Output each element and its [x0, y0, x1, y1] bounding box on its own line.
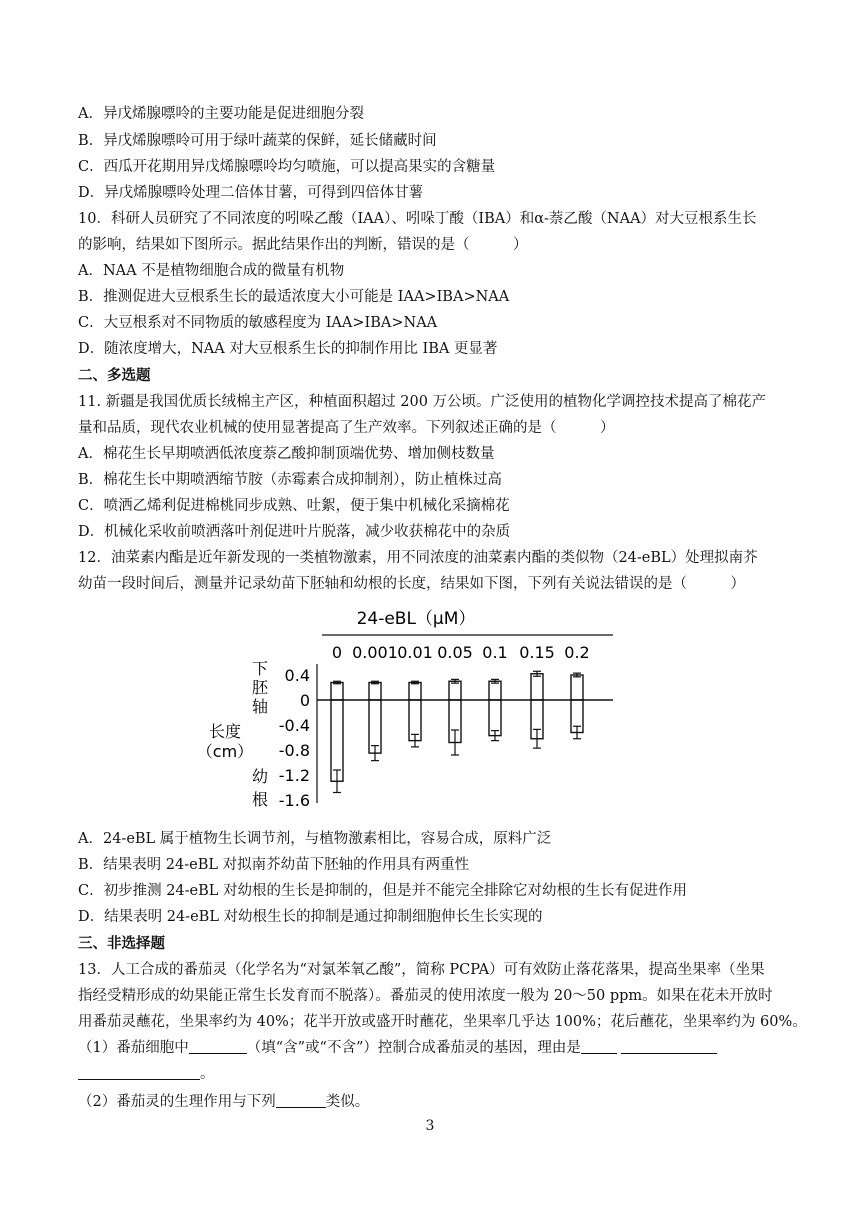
q11-option-c: C．喷洒乙烯利促进棉桃同步成熟、吐絮，便于集中机械化采摘棉花 — [78, 498, 510, 514]
section-multiple-choice-title: 二、多选题 — [78, 368, 151, 384]
category-label: 0.01 — [397, 643, 433, 662]
q12-option-b: B．结果表明 24-eBL 对拟南芥幼苗下胚轴的作用具有两重性 — [78, 857, 470, 873]
q10-option-a: A．NAA 不是植物细胞合成的微量有机物 — [78, 263, 345, 279]
category-label: 0.15 — [519, 643, 555, 662]
y-label-main-2: （cm） — [196, 742, 254, 761]
q12-stem-line-2: 幼苗一段时间后，测量并记录幼苗下胚轴和幼根的长度，结果如下图，下列有关说法错误的是（ ） — [78, 576, 745, 592]
y-tick-label: 0.4 — [284, 666, 310, 685]
q11-option-a: A．棉花生长早期喷洒低浓度萘乙酸抑制顶端优势、增加侧枝数量 — [78, 446, 495, 462]
q13-sub1-blank-1[interactable] — [189, 1039, 247, 1054]
hypocotyl-bar — [489, 681, 501, 700]
q13-sub1-prefix: （1）番茄细胞中 — [78, 1040, 189, 1056]
q11-stem-line-1: 11. 新疆是我国优质长绒棉主产区，种植面积超过 200 万公顷。广泛使用的植物化学调控技术提高了棉花产 — [78, 394, 767, 410]
y-label-lower-2: 根 — [251, 790, 269, 809]
y-label-main-1: 长度 — [208, 722, 242, 741]
q12-option-a: A．24-eBL 属于植物生长调节剂，与植物激素相比，容易合成，原料广泛 — [78, 831, 552, 847]
q13-sub1-blank-3a[interactable] — [78, 1065, 164, 1080]
hypocotyl-bar — [409, 683, 421, 701]
hypocotyl-bar — [369, 683, 381, 701]
q11-stem-line-2: 量和品质，现代农业机械的使用显著提高了生产效率。下列叙述正确的是（ ） — [78, 420, 615, 436]
q13-sub2-prefix: （2）番茄灵的生理作用与下列 — [78, 1094, 276, 1110]
y-label-upper-3: 轴 — [251, 697, 269, 716]
q10-option-b: B．推测促进大豆根系生长的最适浓度大小可能是 IAA>IBA>NAA — [78, 289, 510, 305]
category-label: 0 — [331, 643, 343, 662]
q13-sub1-blank-2a[interactable] — [581, 1039, 617, 1054]
y-label-lower-1: 幼 — [251, 767, 269, 786]
q10-option-c: C．大豆根系对不同物质的敏感程度为 IAA>IBA>NAA — [78, 315, 438, 331]
chart-title: 24-eBL（μM） — [356, 609, 476, 629]
q9-option-d: D．异戊烯腺嘌呤处理二倍体甘薯，可得到四倍体甘薯 — [78, 185, 424, 201]
q13-sub1 — [78, 1038, 717, 1058]
root-bar — [331, 700, 343, 781]
y-tick-label: 0 — [299, 691, 310, 710]
q13-sub1-middle: （填“含”或“不含”）控制合成番茄灵的基因，理由是 — [246, 1040, 581, 1056]
y-tick-label: -1.6 — [278, 791, 310, 810]
category-label: 0.05 — [437, 643, 473, 662]
q11-option-d: D．机械化采收前喷洒落叶剂促进叶片脱落，减少收获棉花中的杂质 — [78, 524, 511, 540]
y-label-upper-1: 下 — [251, 659, 269, 678]
q13-sub2 — [78, 1092, 369, 1112]
q9-option-c: C．西瓜开花期用异戊烯腺嘌呤均匀喷施，可以提高果实的含糖量 — [78, 159, 496, 175]
y-label-upper-2: 胚 — [251, 678, 269, 697]
q13-sub2-blank[interactable] — [276, 1093, 326, 1108]
hypocotyl-bar — [571, 675, 583, 700]
q12-stem-line-1: 12．油菜素内酯是近年新发现的一类植物激素，用不同浓度的油菜素内酯的类似物（24-eBL）处理拟南芥 — [78, 550, 758, 566]
q13-sub1-continued — [78, 1064, 215, 1084]
category-label: 0.2 — [564, 643, 590, 662]
q13-line-1: 13．人工合成的番茄灵（化学名为“对氯苯氧乙酸”，简称 PCPA）可有效防止落花落果，提高坐果率（坐果 — [78, 962, 765, 978]
q11-option-b: B．棉花生长中期喷洒缩节胺（赤霉素合成抑制剂），防止植株过高 — [78, 472, 502, 488]
page-number: 3 — [425, 1118, 435, 1134]
category-label: 0.1 — [482, 643, 508, 662]
hypocotyl-bar — [449, 681, 461, 700]
hypocotyl-bar — [331, 683, 343, 701]
q10-stem-line-2: 的影响，结果如下图所示。据此结果作出的判断，错误的是（ ） — [78, 237, 528, 253]
q13-line-3: 用番茄灵蘸花，坐果率约为 40%；花半开放或盛开时蘸花，坐果率几乎达 100%；花后蘸花，坐果率约为 60%。 — [78, 1014, 807, 1030]
q13-sub1-blank-2b[interactable] — [621, 1039, 717, 1054]
q9-option-a: A．异戊烯腺嘌呤的主要功能是促进细胞分裂 — [78, 106, 364, 122]
q13-sub1-blank-3b[interactable] — [164, 1065, 200, 1080]
hypocotyl-bar — [531, 674, 543, 700]
q13-sub1-end: 。 — [200, 1066, 215, 1082]
y-tick-label: -0.8 — [278, 741, 310, 760]
category-label: 0.001 — [352, 643, 398, 662]
q10-option-d: D．随浓度增大，NAA 对大豆根系生长的抑制作用比 IBA 更显著 — [78, 341, 498, 357]
y-tick-label: -0.4 — [278, 716, 310, 735]
q13-line-2: 指经受精形成的幼果能正常生长发育而不脱落）。番茄灵的使用浓度一般为 20～50 ppm。如果在花未开放时 — [78, 988, 773, 1004]
q12-option-d: D．结果表明 24-eBL 对幼根生长的抑制是通过抑制细胞伸长生长实现的 — [78, 909, 543, 925]
q12-option-c: C．初步推测 24-eBL 对幼根的生长是抑制的，但是并不能完全排除它对幼根的生长有促进作用 — [78, 883, 688, 899]
q13-sub2-suffix: 类似。 — [325, 1094, 370, 1110]
category-labels — [332, 643, 590, 662]
y-tick-label: -1.2 — [278, 766, 310, 785]
q10-stem-line-1: 10．科研人员研究了不同浓度的吲哚乙酸（IAA）、吲哚丁酸（IBA）和α-萘乙酸（NAA）对大豆根系生长 — [78, 211, 757, 227]
q9-option-b: B．异戊烯腺嘌呤可用于绿叶蔬菜的保鲜，延长储藏时间 — [78, 133, 437, 149]
section-non-choice-title: 三、非选择题 — [78, 936, 165, 952]
y-axis-ticks — [279, 666, 310, 810]
q12-chart — [190, 600, 630, 822]
bars-group — [331, 671, 583, 792]
